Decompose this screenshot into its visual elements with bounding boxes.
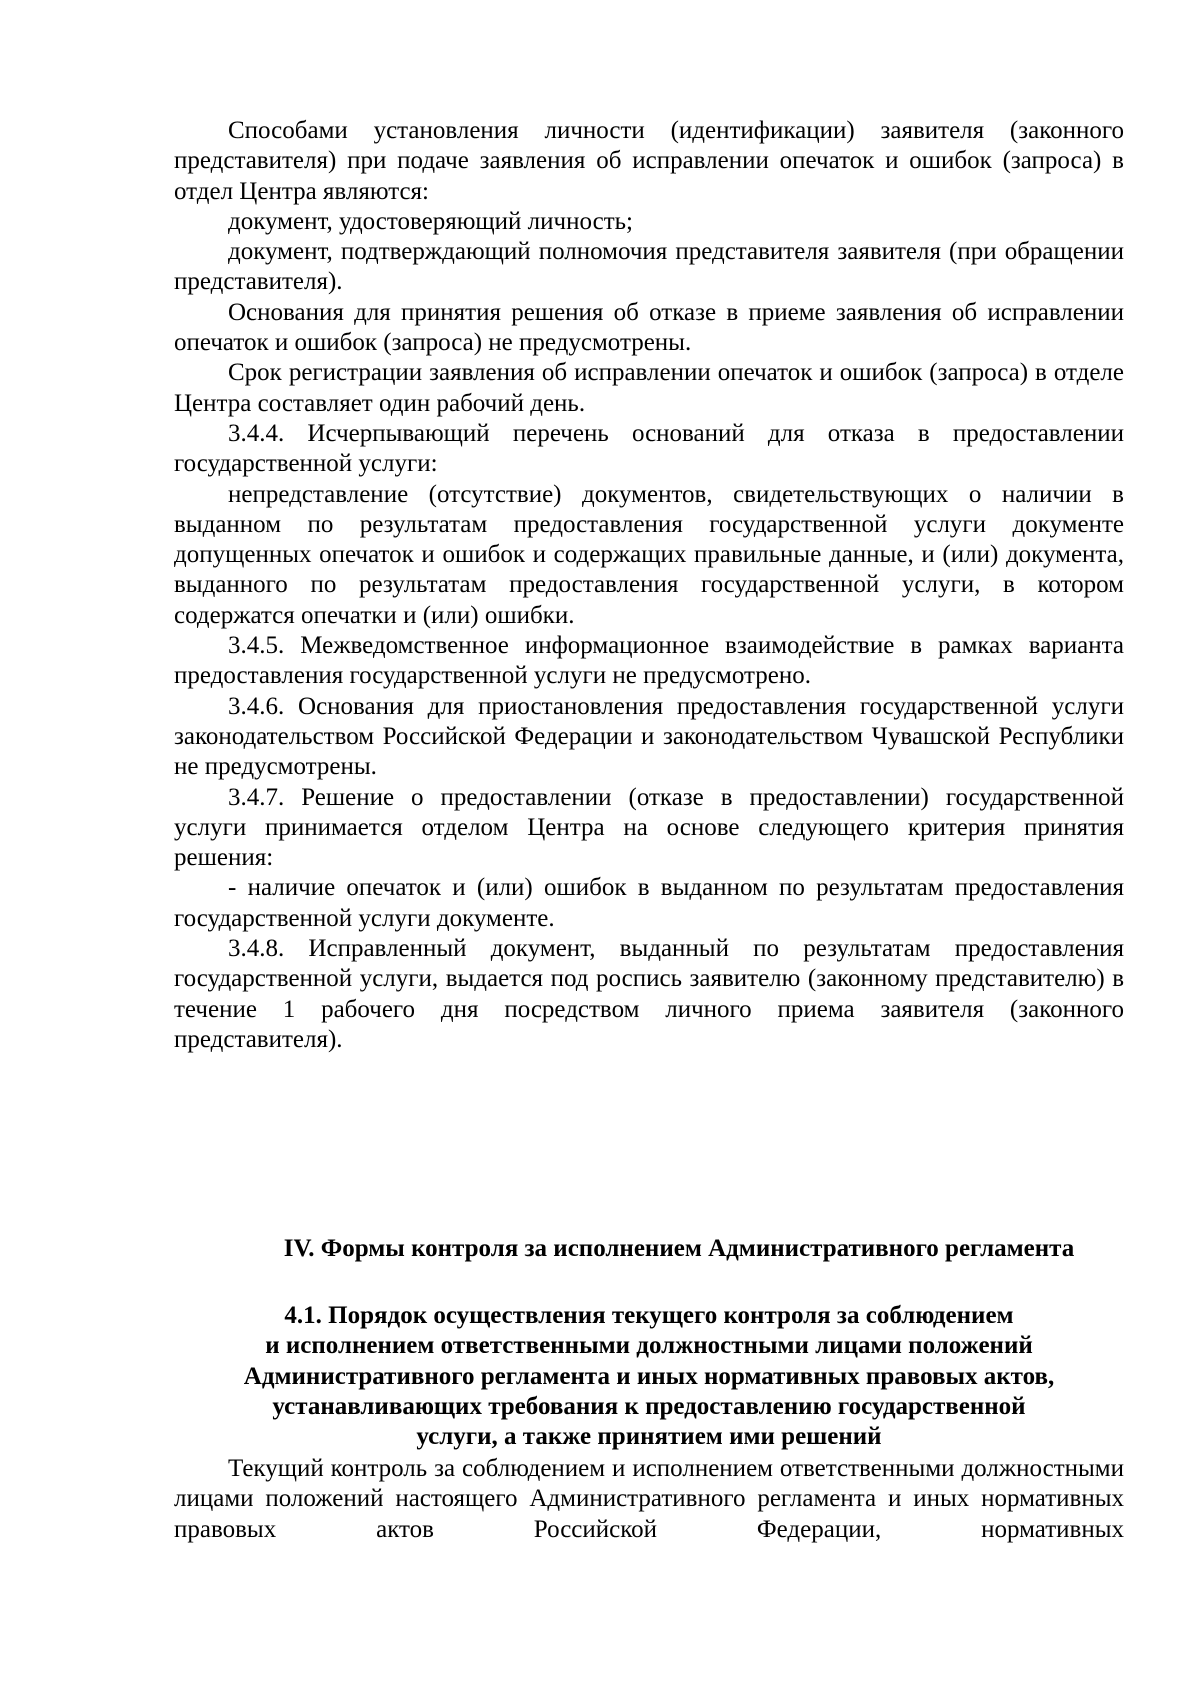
subsection-heading-line: Административного регламента и иных нормативных правовых актов, xyxy=(243,1362,1055,1390)
paragraph: Способами установления личности (идентификации) заявителя (законного представителя) при подаче заявления об исправлении опечаток и ошибок (запроса) в отдел Центра являются: xyxy=(174,117,1124,205)
paragraph: документ, подтверждающий полномочия представителя заявителя (при обращении представителя). xyxy=(174,238,1124,296)
paragraph: 3.4.4. Исчерпывающий перечень оснований для отказа в предоставлении государственной услуги: xyxy=(174,419,1124,478)
subsection-heading xyxy=(174,1301,1124,1452)
subsection-heading-line: услуги, а также принятием ими решений xyxy=(416,1423,882,1451)
paragraph: 3.4.6. Основания для приостановления предоставления государственной услуги законодательством Российской Федерации и законодательством Чувашской Республики не предусмотрены. xyxy=(174,692,1124,781)
subsection-heading-line: устанавливающих требования к предоставлению государственной xyxy=(272,1392,1026,1420)
paragraph: 3.4.7. Решение о предоставлении (отказе в предоставлении) государственной услуги принимается отделом Центра на основе следующего критерия принятия решения: xyxy=(174,783,1124,872)
section-heading: IV. Формы контроля за исполнением Административного регламента xyxy=(283,1235,1075,1262)
subsection-heading-line: и исполнением ответственными должностными лицами положений xyxy=(265,1332,1033,1360)
paragraph: 3.4.8. Исправленный документ, выданный по результатам предоставления государственной услуги, выдается под роспись заявителю (законному представителю) в течение 1 рабочего дня посредством личного приема заявителя (законного представителя). xyxy=(174,935,1124,1053)
paragraph: Основания для принятия решения об отказе в приеме заявления об исправлении опечаток и ошибок (запроса) не предусмотрены. xyxy=(174,298,1124,357)
paragraph: Срок регистрации заявления об исправлении опечаток и ошибок (запроса) в отделе Центра составляет один рабочий день. xyxy=(174,359,1124,417)
text-block-bottom xyxy=(174,1454,1124,1545)
text-block-top xyxy=(174,116,1124,1055)
paragraph: 3.4.5. Межведомственное информационное взаимодействие в рамках варианта предоставления государственной услуги не предусмотрено. xyxy=(174,632,1124,690)
paragraph: Текущий контроль за соблюдением и исполнением ответственными должностными лицами положений настоящего Административного регламента и иных нормативных правовых актов Российской Федерации, нормативных xyxy=(174,1455,1124,1543)
paragraph: - наличие опечаток и (или) ошибок в выданном по результатам предоставления государственной услуги документе. xyxy=(174,874,1124,932)
paragraph: непредставление (отсутствие) документов, свидетельствующих о наличии в выданном по результатам предоставления государственной услуги документе допущенных опечаток и ошибок и содержащих правильные данные, и (или) документа, выданного по результатам предоставления государственной услуги, в котором содержатся опечатки и (или) ошибки. xyxy=(174,480,1124,629)
subsection-heading-line: 4.1. Порядок осуществления текущего контроля за соблюдением xyxy=(284,1302,1014,1329)
paragraph: документ, удостоверяющий личность; xyxy=(228,207,633,235)
